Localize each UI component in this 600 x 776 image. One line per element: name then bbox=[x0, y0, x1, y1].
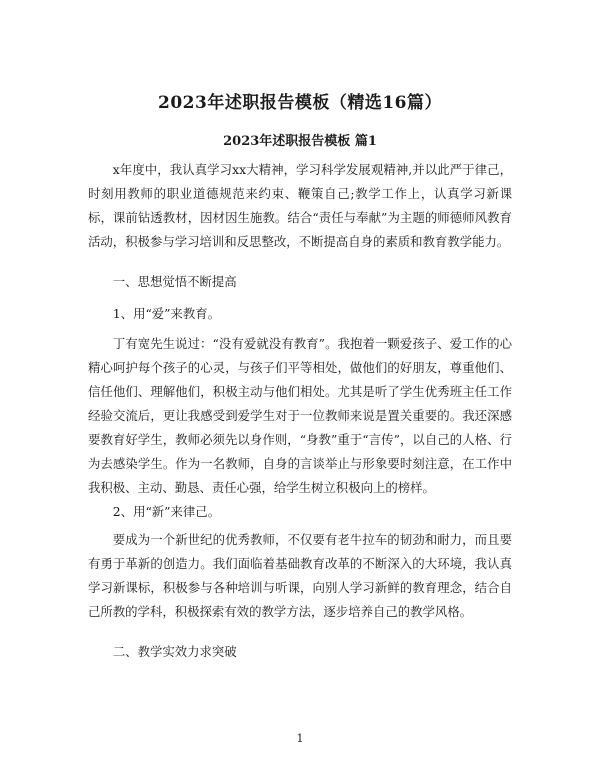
section-title: 2023年述职报告模板 篇1 bbox=[223, 134, 377, 149]
subheading-text: 2、用“新”来律己。 bbox=[112, 504, 221, 519]
subheading-text: 1、用“爱”来教育。 bbox=[112, 306, 221, 321]
subheading-new bbox=[88, 500, 512, 524]
subheading-love bbox=[88, 302, 512, 326]
paragraph-text: 要成为一个新世纪的优秀教师，不仅要有老牛拉车的韧劲和耐力，而且要有勇于革新的创造力。我们面临着基础教育改革的不断深入的大环境，我认真学习新课标，积极参与各种培训与听课，向别人学习新鲜的教育理念，结合自己所教的学科，积极探索有效的教学方法，逐步培养自己的教学风格。 bbox=[88, 532, 512, 619]
heading-teaching bbox=[88, 640, 512, 664]
love-paragraph bbox=[88, 332, 512, 500]
new-paragraph bbox=[88, 528, 512, 624]
heading-text: 二、教学实效力求突破 bbox=[112, 644, 237, 659]
heading-text: 一、思想觉悟不断提高 bbox=[112, 274, 237, 289]
document-title: 2023年述职报告模板（精选16篇） bbox=[158, 93, 442, 113]
paragraph-text: 丁有宽先生说过：“没有爱就没有教育”。我抱着一颗爱孩子、爱工作的心精心呵护每个孩子的心灵，与孩子们平等相处，做他们的好朋友，尊重他们、信任他们、理解他们，积极主动与他们相处。尤其是听了学生优秀班主任工作经验交流后，更让我感受到爱学生对于一位教师来说是置关重要的。我还深感要教育好学生，教师必须先以身作则，“身教”重于“言传”，以自己的人格、行为去感染学生。作为一名教师，自身的言谈举止与形象要时刻注意，在工作中我积极、主动、勤恳、责任心强，给学生树立积极向上的榜样。 bbox=[88, 336, 512, 495]
paragraph-text: x年度中，我认真学习xx大精神，学习科学发展观精神,并以此严于律己，时刻用教师的职业道德规范来约束、鞭策自己;教学工作上，认真学习新课标，课前钻透教材，因材因生施教。结合“责任与奉献”为主题的师德师风教育活动，积极参与学习培训和反思整改，不断提高自身的素质和教育教学能力。 bbox=[88, 162, 512, 249]
page-number: 1 bbox=[296, 732, 304, 745]
intro-paragraph bbox=[88, 158, 512, 254]
heading-thought bbox=[88, 270, 512, 294]
